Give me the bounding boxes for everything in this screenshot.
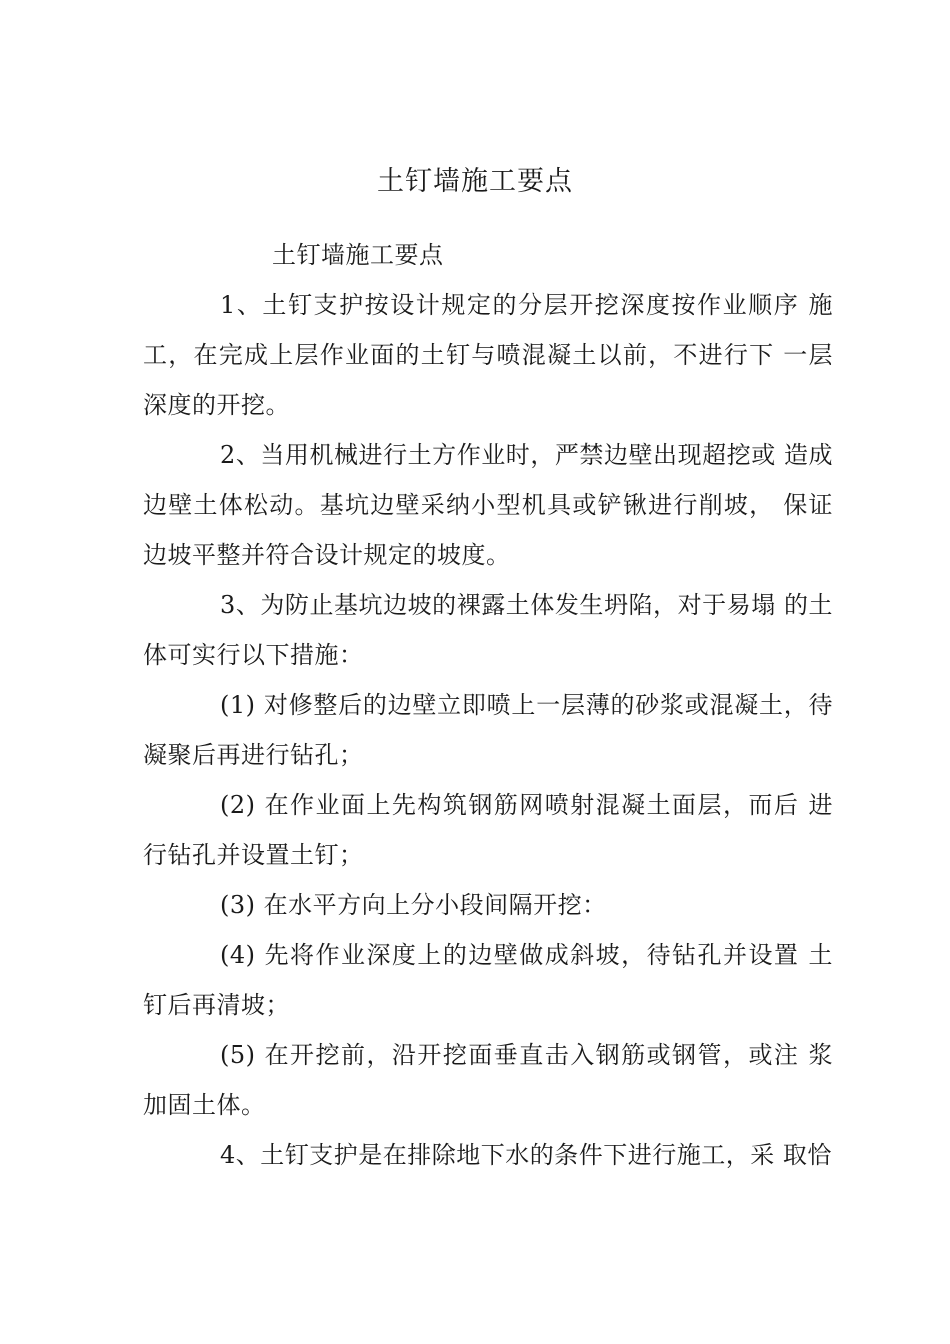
paragraph-3-4: (4) 先将作业深度上的边壁做成斜坡，待钻孔并设置 土钉后再清坡；: [143, 941, 833, 1019]
paragraph-3-3: (3) 在水平方向上分小段间隔开挖：: [220, 891, 607, 919]
paragraph-1: 1、土钉支护按设计规定的分层开挖深度按作业顺序 施工，在完成上层作业面的土钉与喷混凝土以前，不进行下 一层深度的开挖。: [143, 291, 833, 419]
paragraph-subtitle: 土钉墙施工要点: [272, 241, 444, 269]
document-title: 土钉墙施工要点: [377, 166, 573, 197]
paragraph-2: 2、当用机械进行土方作业时，严禁边壁出现超挖或 造成边壁土体松动。基坑边壁采纳小型机具或铲锹进行削坡， 保证边坡平整并符合设计规定的坡度。: [143, 441, 833, 569]
paragraph-3-5: (5) 在开挖前，沿开挖面垂直击入钢筋或钢管，或注 浆加固土体。: [143, 1041, 833, 1119]
paragraph-4: 4、土钉支护是在排除地下水的条件下进行施工，采 取恰: [220, 1141, 832, 1169]
paragraph-3-2: (2) 在作业面上先构筑钢筋网喷射混凝土面层，而后 进行钻孔并设置土钉；: [143, 791, 833, 869]
paragraph-3: 3、为防止基坑边坡的裸露土体发生坍陷，对于易塌 的土体可实行以下措施：: [143, 591, 833, 669]
paragraph-3-1: (1) 对修整后的边壁立即喷上一层薄的砂浆或混凝土，待凝聚后再进行钻孔；: [143, 691, 833, 769]
document-body: [143, 230, 833, 1180]
